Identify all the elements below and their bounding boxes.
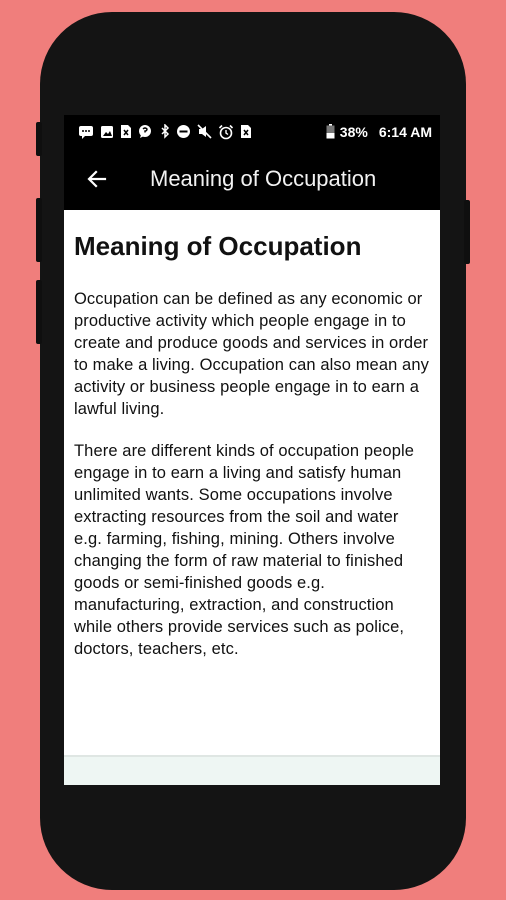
- article-paragraph: There are different kinds of occupation people engage in to earn a living and satisfy human unlimited wants. Some occupations involve extracting resources from the soil and water e.g. farming, fishing, mining. Others involve changing the form of raw material to finished goods or semi-finished goods e.g. manufacturing, extraction, and construction while others provide services such as police, doctors, teachers, etc.: [74, 442, 415, 658]
- mute-icon: [197, 124, 212, 139]
- arrow-left-icon: [87, 170, 107, 188]
- article-heading: Meaning of Occupation: [74, 231, 362, 261]
- bluetooth-icon: [160, 124, 170, 139]
- status-bar: [64, 115, 440, 148]
- battery-icon: [326, 124, 335, 139]
- do-not-disturb-icon: [176, 124, 191, 139]
- chat-icon: [138, 124, 154, 139]
- status-time: 6:14 AM: [378, 123, 432, 140]
- image-icon: [100, 125, 114, 139]
- article-content: [64, 210, 440, 660]
- app-bar-title: Meaning of Occupation: [150, 166, 377, 191]
- phone-side-button: [464, 200, 470, 264]
- app-bar: [64, 148, 440, 210]
- phone-side-button: [36, 280, 42, 344]
- phone-side-button: [36, 198, 42, 262]
- message-icon: [78, 125, 94, 139]
- phone-side-button: [36, 122, 42, 156]
- battery-percentage: 38%: [339, 123, 368, 140]
- sim-icon: [120, 124, 132, 139]
- back-button[interactable]: [84, 166, 110, 192]
- alarm-icon: [218, 124, 234, 140]
- article-paragraph: Occupation can be defined as any economic or productive activity which people engage in to create and produce goods and services in order to make a living. Occupation can also mean any activity or business people engage in to earn a lawful living.: [74, 290, 429, 418]
- bottom-panel: [64, 755, 440, 785]
- phone-screen: [64, 115, 440, 785]
- sim-icon: [240, 124, 252, 139]
